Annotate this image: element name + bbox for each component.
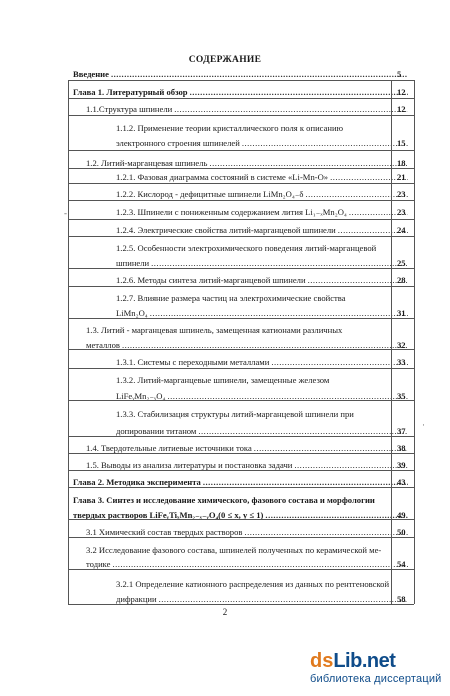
toc-page-number: 15 (397, 138, 406, 148)
toc-entry-title: тодике (86, 559, 111, 569)
toc-page-number: 38 (397, 443, 406, 453)
toc-page-number: 21 (397, 172, 406, 182)
table-rule (68, 200, 414, 201)
toc-page-number: 35 (397, 391, 406, 401)
toc-entry (116, 188, 410, 200)
toc-entry (116, 292, 410, 304)
table-rule (391, 80, 392, 604)
table-rule (68, 236, 414, 237)
toc-page-number: 28 (397, 275, 406, 285)
toc-leader-dots (308, 274, 408, 286)
toc-entry-title: 1.2.5. Особенности электрохимического поведения литий-марганцевой (116, 243, 377, 253)
toc-page-number: 54 (397, 559, 406, 569)
toc-entry-title: Глава 3. Синтез и исследование химического, фазового состава и морфологии (73, 495, 375, 505)
toc-entry-title: дифракции (116, 594, 157, 604)
toc-entry (116, 171, 410, 183)
toc-page-number: 33 (397, 357, 406, 367)
toc-entry-title: LiFeᵧMn₂₋ᵧO₄ (116, 391, 166, 401)
toc-page-number: 31 (397, 308, 406, 318)
toc-entry (73, 86, 410, 98)
table-rule (68, 318, 414, 319)
toc-page-number: 12 (397, 104, 406, 114)
table-rule (68, 349, 414, 350)
toc-entry (116, 242, 410, 254)
toc-entry-title: твердых растворов LiFeᵧTiₓMn₂₋ₓ₋ᵧO₄(0 ≤ x, y ≤ 1) (73, 510, 264, 520)
toc-page-number: 32 (397, 340, 406, 350)
table-rule (68, 537, 414, 538)
toc-leader-dots (190, 86, 408, 98)
toc-entry-title: Глава 2. Методика эксперимента (73, 477, 201, 487)
toc-entry-title: электронного строения шпинелей (116, 138, 240, 148)
toc-entry-title: 1.2.3. Шпинели с пониженным содержанием лития Li₁₋ₓMn₂O₄ (116, 207, 347, 217)
table-rule (68, 168, 414, 169)
table-rule (68, 98, 414, 99)
toc-entry (73, 494, 410, 506)
toc-entry-title: 1.2.6. Методы синтеза литий-марганцевой шпинели (116, 275, 306, 285)
toc-entry-title: 1.2.1. Фазовая диаграмма состояний в системе «Li-Mn-O» (116, 172, 329, 182)
toc-entry (86, 324, 410, 336)
toc-page-number: 50 (397, 527, 406, 537)
page-title: СОДЕРЖАНИЕ (188, 55, 262, 65)
toc-entry (86, 103, 410, 115)
table-rule (68, 150, 414, 151)
page-number: 2 (222, 607, 228, 617)
toc-entry (116, 374, 410, 386)
table-rule (68, 219, 414, 220)
toc-leader-dots (305, 188, 408, 200)
toc-entry (116, 356, 410, 368)
toc-entry (116, 137, 410, 149)
toc-page-number: 18 (397, 158, 406, 168)
toc-entry (116, 122, 410, 134)
toc-entry (116, 578, 410, 590)
table-rule (68, 487, 414, 488)
table-rule (68, 400, 414, 401)
scan-mark: · (422, 420, 425, 430)
watermark-subtitle: библиотека диссертаций (310, 673, 442, 685)
toc-entry-title: 1.2.4. Электрические свойства литий-марганцевой шпинели (116, 225, 336, 235)
toc-entry-title: 1.1.2. Применение теории кристаллического поля к описанию (116, 123, 344, 133)
toc-entry-title: 1.3.2. Литий-марганцевые шпинели, замещенные железом (116, 375, 330, 385)
toc-entry (86, 544, 410, 556)
scan-mark: - (64, 208, 67, 218)
table-rule (68, 80, 414, 81)
toc-entry-title: 1.3.1. Системы с переходными металлами (116, 357, 270, 367)
toc-page-number: 12 (397, 87, 406, 97)
toc-entry-title: 1.3. Литий - марганцевая шпинель, замещенная катионами различных (86, 325, 343, 335)
toc-page-number: 25 (397, 258, 406, 268)
table-rule (68, 453, 414, 454)
toc-leader-dots (111, 68, 408, 80)
toc-entry-title: 1.2.7. Влияние размера частиц на электрохимические свойства (116, 293, 346, 303)
toc-leader-dots (174, 103, 408, 115)
toc-entry-title: 1.2. Литий-марганцевая шпинель (86, 158, 208, 168)
toc-page-number: 49 (397, 510, 406, 520)
toc-page-number: 39 (397, 460, 406, 470)
toc-entry-title: шпинели (116, 258, 150, 268)
table-rule (68, 519, 414, 520)
toc-entry-title: 3.2.1 Определение катионного распределения из данных по рентгеновской (116, 579, 390, 589)
toc-entry-title: 1.1.Структура шпинели (86, 104, 173, 114)
toc-entry (116, 408, 410, 420)
toc-entry-title: 1.5. Выводы из анализа литературы и постановка задачи (86, 460, 293, 470)
toc-entry-title: Глава 1. Литературный обзор (73, 87, 188, 97)
watermark-mark: ds (310, 650, 334, 672)
toc-page-number: 23 (397, 207, 406, 217)
table-rule (68, 286, 414, 287)
toc-page-number: 43 (397, 477, 406, 487)
table-rule (68, 268, 414, 269)
toc-entry (116, 206, 410, 218)
table-rule (68, 436, 414, 437)
table-rule (68, 569, 414, 570)
table-rule (68, 470, 414, 471)
toc-page-number: 24 (397, 225, 406, 235)
table-rule (68, 183, 414, 184)
table-rule (68, 604, 414, 605)
toc-entry-title: 3.2 Исследование фазового состава, шпинелей полученных по керамической ме- (86, 545, 382, 555)
toc-entry-title: 1.3.3. Стабилизация структуры литий-марганцевой шпинели при (116, 409, 354, 419)
toc-entry-title: LiMn₂O₄ (116, 308, 148, 318)
watermark-name: Lib.net (333, 650, 396, 672)
watermark-logo (310, 650, 445, 685)
toc-entry-title: 3.1 Химический состав твердых растворов (86, 527, 243, 537)
table-rule (68, 80, 69, 604)
toc-page-number: 23 (397, 189, 406, 199)
toc-leader-dots (271, 356, 408, 368)
toc-entry-title: допировании титаном (116, 426, 197, 436)
toc-page-number: 37 (397, 426, 406, 436)
toc-entry-title: 1.2.2. Кислород - дефицитные шпинели LiMn₂O₄₋δ (116, 189, 304, 199)
toc-page-number: 5 (397, 69, 402, 79)
toc-entry (116, 274, 410, 286)
toc-entry-title: 1.4. Твердотельные литиевые источники тока (86, 443, 252, 453)
toc-leader-dots (242, 137, 408, 149)
toc-entry-title: Введение (73, 69, 109, 79)
table-rule (68, 115, 414, 116)
table-rule (68, 368, 414, 369)
table-rule (414, 80, 415, 604)
toc-page-number: 58 (397, 594, 406, 604)
toc-entry (73, 68, 410, 80)
toc-entry (116, 224, 410, 236)
toc-entry-title: металлов (86, 340, 120, 350)
